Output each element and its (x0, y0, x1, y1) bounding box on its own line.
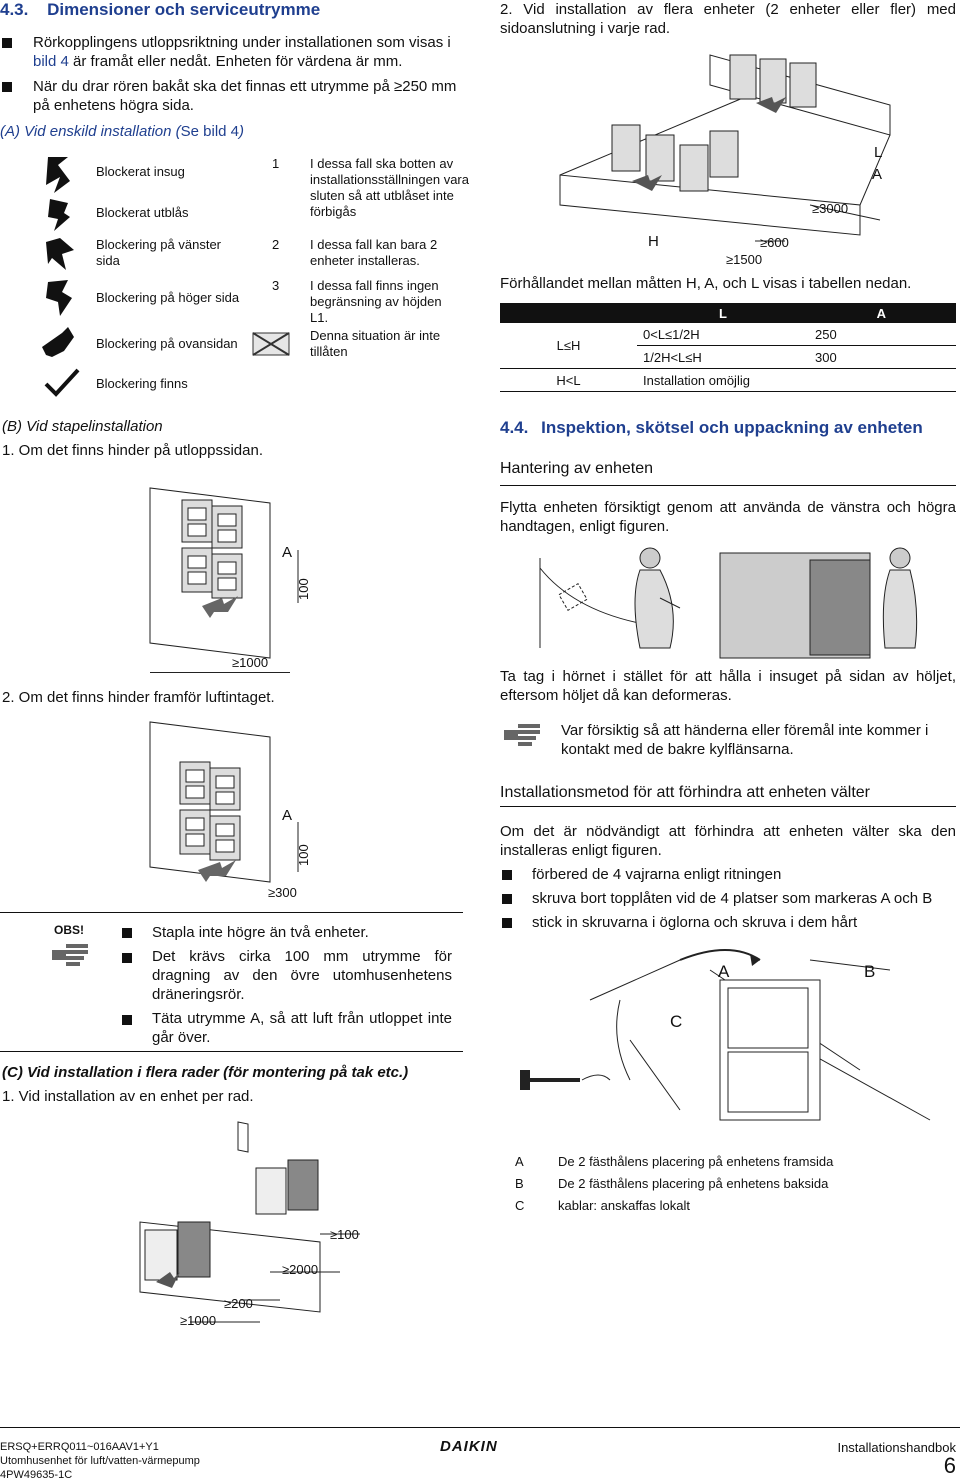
dimension-2000: ≥2000 (282, 1262, 319, 1277)
legend-key: C (515, 1198, 525, 1213)
table-cell: 250 (809, 323, 956, 346)
figure-link[interactable]: bild 4 (33, 53, 69, 70)
dimension-200: ≥200 (224, 1296, 253, 1311)
bullet-square (502, 894, 512, 904)
dimension-a: A (872, 166, 883, 183)
section-title: Dimensioner och serviceutrymme (47, 0, 321, 19)
footer-doc-title: Installationshandbok (837, 1440, 956, 1455)
legend-label: Blockering på vänster sida (96, 237, 222, 268)
divider (500, 485, 956, 486)
multi-unit-rows-figure (560, 45, 900, 275)
obs-item: Täta utrymme A, så att luft från utloppet inte går över. (152, 1010, 452, 1046)
bullet-square (2, 82, 12, 92)
note-text: Denna situation är inte tillåten (310, 328, 441, 359)
dimension-100: 100 (296, 844, 311, 866)
dimension-1000: ≥1000 (180, 1313, 217, 1328)
legend-label: Blockerat utblås (96, 205, 189, 220)
dimension-l: L (874, 144, 883, 161)
note-number: 2 (272, 237, 280, 252)
brand-logo: DAIKIN (440, 1438, 498, 1455)
figure-link[interactable]: Se bild 4 (180, 123, 240, 140)
table-cell: Installation omöjlig (637, 369, 809, 392)
step-c2: 2. Vid installation av flera enheter (2 enheter eller fler) med sidoanslutning i varje rad. (500, 1, 956, 37)
dimension-1000: ≥1000 (232, 655, 269, 670)
heading-c: (C) Vid installation i flera rader (för montering på tak etc.) (2, 1064, 409, 1081)
anti-tip-wire-figure (510, 940, 950, 1130)
legend-label: Blockering på ovansidan (96, 336, 238, 351)
tip-text: Om det är nödvändigt att förhindra att enheten välter ska den installeras enligt figuren. (500, 823, 956, 859)
caution-text: Var försiktig så att händerna eller föremål inte kommer i kontakt med de bakre kylflänsarna. (561, 722, 929, 758)
intro-bullet-1: Rörkopplingens utloppsriktning under installationen som visas i bild 4 är framåt eller nedåt. Enheten för värdena är mm. (33, 34, 451, 70)
legend-value: kablar: anskaffas lokalt (558, 1198, 690, 1213)
legend-key: B (515, 1176, 524, 1191)
note-text: I dessa fall kan bara 2 enheter installeras. (310, 237, 438, 268)
check-icon (44, 368, 84, 398)
table-header-row (500, 303, 956, 323)
dimension-line (150, 672, 290, 673)
note-number: 1 (272, 156, 280, 171)
blocked-left-icon (40, 236, 80, 276)
tip-bullet: förbered de 4 vajrarna enligt ritningen (532, 866, 782, 883)
legend-label: Blockering på höger sida (96, 290, 240, 305)
table-cell: 1/2H<L≤H (637, 346, 809, 369)
obs-item: Stapla inte högre än två enheter. (152, 924, 369, 941)
dimension-100: 100 (296, 578, 311, 600)
tip-bullet: skruva bort topplåten vid de 4 platser som markeras A och B (532, 890, 933, 907)
marker-c: C (670, 1012, 683, 1031)
table-cell (809, 369, 956, 392)
obs-label: OBS! (54, 923, 84, 937)
dimension-a: A (282, 807, 293, 824)
table-row (500, 369, 956, 392)
bullet-square (122, 1015, 132, 1025)
handling-note: Ta tag i hörnet i stället för att hålla i insuget på sidan av höljet, eftersom höljet då kan deformeras. (500, 668, 956, 704)
table-cell: 0<L≤1/2H (637, 323, 809, 346)
blocked-right-icon (40, 278, 80, 318)
dimension-300: ≥300 (268, 885, 297, 900)
stacked-units-intake-figure (150, 722, 330, 902)
dimension-a: A (282, 544, 293, 561)
legend-label: Blockering finns (96, 376, 188, 391)
dimension-1500: ≥1500 (726, 252, 763, 267)
step-b1: 1. Om det finns hinder på utloppssidan. (2, 442, 263, 459)
page-number: 6 (943, 1453, 956, 1478)
two-person-carry-figure (540, 548, 940, 658)
not-allowed-icon (252, 332, 290, 356)
hand-note-icon (52, 942, 92, 968)
tip-title: Installationsmetod för att förhindra att enheten välter (500, 784, 870, 801)
ratio-text: Förhållandet mellan måtten H, A, och L visas i tabellen nedan. (500, 275, 912, 292)
section-heading (0, 0, 320, 20)
blocked-intake-icon (40, 155, 80, 195)
tip-bullet: stick in skruvarna i öglorna och skruva i dem hårt (532, 914, 858, 931)
note-text: I dessa fall finns ingen begränsning av höjden L1. (310, 278, 442, 325)
intro-bullet-2: När du drar rören bakåt ska det finnas ett utrymme på ≥250 mm på enhetens högra sida. (33, 78, 457, 114)
column-header: A (809, 303, 956, 323)
bullet-square (122, 953, 132, 963)
divider (500, 806, 956, 807)
marker-a: A (718, 962, 730, 981)
bullet-square (502, 918, 512, 928)
hand-note-icon (504, 722, 544, 748)
note-text: I dessa fall ska botten av installationsställningen vara sluten så att utblåset inte förbigås (310, 156, 469, 219)
step-b2: 2. Om det finns hinder framför luftintaget. (2, 689, 275, 706)
bullet-square (502, 870, 512, 880)
heading-a: (A) Vid enskild installation (Se bild 4) (0, 123, 245, 140)
note-number: 3 (272, 278, 280, 293)
footer-left: ERSQ+ERRQ011~016AAV1+Y1 Utomhusenhet för luft/vatten-värmepump 4PW49635-1C (0, 1441, 200, 1481)
legend-value: De 2 fästhålens placering på enhetens baksida (558, 1176, 829, 1191)
heading-b: (B) Vid stapelinstallation (2, 418, 163, 435)
divider (0, 1051, 463, 1052)
ratio-table (500, 303, 956, 392)
marker-b: B (864, 962, 876, 981)
obs-item: Det krävs cirka 100 mm utrymme för dragning av den övre utomhusenhetens dräneringsrör. (152, 948, 452, 1003)
section-number: 4.3. (0, 0, 29, 19)
table-cell: H<L (500, 369, 637, 392)
dimension-h: H (648, 233, 659, 250)
footer-divider (0, 1427, 960, 1428)
section-heading-4-4: 4.4. Inspektion, skötsel och uppackning av enheten (500, 418, 923, 437)
handling-text: Flytta enheten försiktigt genom att använda de vänstra och högra handtagen, enligt figuren. (500, 499, 956, 535)
legend-value: De 2 fästhålens placering på enhetens framsida (558, 1154, 834, 1169)
legend-key: A (515, 1154, 524, 1169)
dimension-100: ≥100 (330, 1227, 359, 1242)
legend-label: Blockerat insug (96, 164, 185, 179)
bullet-square (122, 928, 132, 938)
blocked-top-icon (40, 325, 80, 365)
dimension-3000: ≥3000 (812, 201, 849, 216)
column-header: L (637, 303, 809, 323)
divider (0, 912, 463, 913)
dimension-600: ≥600 (760, 235, 789, 250)
table-cell: L≤H (500, 323, 637, 369)
table-row (500, 323, 956, 346)
bullet-square (2, 38, 12, 48)
table-cell: 300 (809, 346, 956, 369)
handling-title: Hantering av enheten (500, 460, 653, 477)
step-c1: 1. Vid installation av en enhet per rad. (2, 1088, 254, 1105)
blocked-exhaust-icon (40, 195, 80, 235)
